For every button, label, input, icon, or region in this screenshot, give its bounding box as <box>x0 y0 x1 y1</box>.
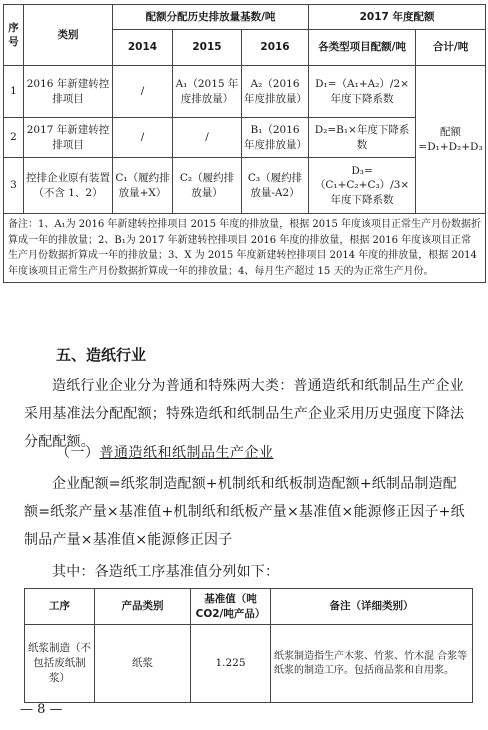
cell-2014: C₁（履约排放量+X） <box>113 158 173 214</box>
header-benchmark: 基准值（吨CO2/吨产品） <box>191 589 271 625</box>
benchmark-table <box>24 588 473 703</box>
page-number: — 8 — <box>20 702 63 717</box>
cell-2016: A₂（2016 年度排放量） <box>242 66 309 118</box>
quota-allocation-table <box>3 4 486 283</box>
table-row <box>4 66 486 118</box>
cell-seq: 3 <box>4 158 24 214</box>
cell-2016: B₁（2016 年度排放量） <box>242 118 309 158</box>
cell-quota: D₁=（A₁+A₂）/2×年度下降系数 <box>309 66 416 118</box>
table-row <box>4 158 486 214</box>
header-quota-group: 2017 年度配额 <box>309 5 486 30</box>
cell-seq: 2 <box>4 118 24 158</box>
cell-2014: / <box>113 118 173 158</box>
cell-process: 纸浆制造（不包括废纸制浆） <box>25 625 95 703</box>
cell-quota: D₂=B₁×年度下降系数 <box>309 118 416 158</box>
cell-category: 2017 年新建转控排项目 <box>24 118 113 158</box>
subsection-number: （一） <box>56 445 100 461</box>
cell-benchmark: 1.225 <box>191 625 271 703</box>
header-seq: 序号 <box>4 5 24 66</box>
cell-seq: 1 <box>4 66 24 118</box>
cell-2016: C₃（履约排放量-A2） <box>242 158 309 214</box>
header-total: 合计/吨 <box>416 30 486 66</box>
cell-category: 2016 年新建转控排项目 <box>24 66 113 118</box>
table-row <box>4 118 486 158</box>
cell-2015: A₁（2015 年度排放量） <box>173 66 242 118</box>
cell-2014: / <box>113 66 173 118</box>
cell-category: 控排企业原有装置（不含 1、2） <box>24 158 113 214</box>
table-note: 备注：1、A₁为 2016 年新建转控排项目 2015 年度的排放量，根据 2015 年度该项目正常生产月份数据折算成一年的排放量；2、B₁为 2017 年新建转控排项目 2016 年度的排放量，根据 2016 年度该项目正常生产月份数据折算成一年的排放量；3、X 为 2015 年度新建转控排项目 2014 年度的排放量，根据 2014 年度该项目正常生产月份数据折算成一年的排放量；4、每月生产超过 15 天的为正常生产月份。 <box>4 214 486 283</box>
cell-total-formula: 配额=D₁+D₂+D₃ <box>416 66 486 214</box>
section-title: 五、造纸行业 <box>56 346 147 364</box>
header-product: 产品类别 <box>95 589 191 625</box>
cell-quota: D₃=（C₁+C₂+C₃）/3×年度下降系数 <box>309 158 416 214</box>
paragraph-benchmark-intro: 其中：各造纸工序基准值分列如下： <box>52 564 280 580</box>
paragraph-formula: 企业配额=纸浆制造配额+机制纸和纸板制造配额+纸制品制造配额=纸浆产量×基准值+机制纸和纸板产量×基准值×能源修正因子+纸制品产量×基准值×能源修正因子 <box>24 476 465 548</box>
table-row <box>25 625 473 703</box>
header-remarks: 备注（详细类别） <box>271 589 473 625</box>
note-row <box>4 214 486 283</box>
header-2015: 2015 <box>173 30 242 66</box>
header-2016: 2016 <box>242 30 309 66</box>
paragraph-intro: 造纸行业企业分为普通和特殊两大类：普通造纸和纸制品生产企业采用基准法分配配额；特殊造纸和纸制品生产企业采用历史强度下降法分配配额。 <box>24 378 465 450</box>
subsection-title: 普通造纸和纸制品生产企业 <box>99 445 274 461</box>
header-process: 工序 <box>25 589 95 625</box>
cell-2015: / <box>173 118 242 158</box>
subsection-heading <box>56 442 274 462</box>
cell-remarks: 纸浆制造指生产木浆、竹浆、竹木混 合浆等纸浆的制造工序。包括商品浆和自用浆。 <box>271 625 473 703</box>
header-2014: 2014 <box>113 30 173 66</box>
cell-product: 纸浆 <box>95 625 191 703</box>
header-type-quota: 各类型项目配额/吨 <box>309 30 416 66</box>
header-category: 类别 <box>24 5 113 66</box>
cell-2015: C₂（履约排放量） <box>173 158 242 214</box>
header-history-group: 配额分配历史排放量基数/吨 <box>113 5 309 30</box>
